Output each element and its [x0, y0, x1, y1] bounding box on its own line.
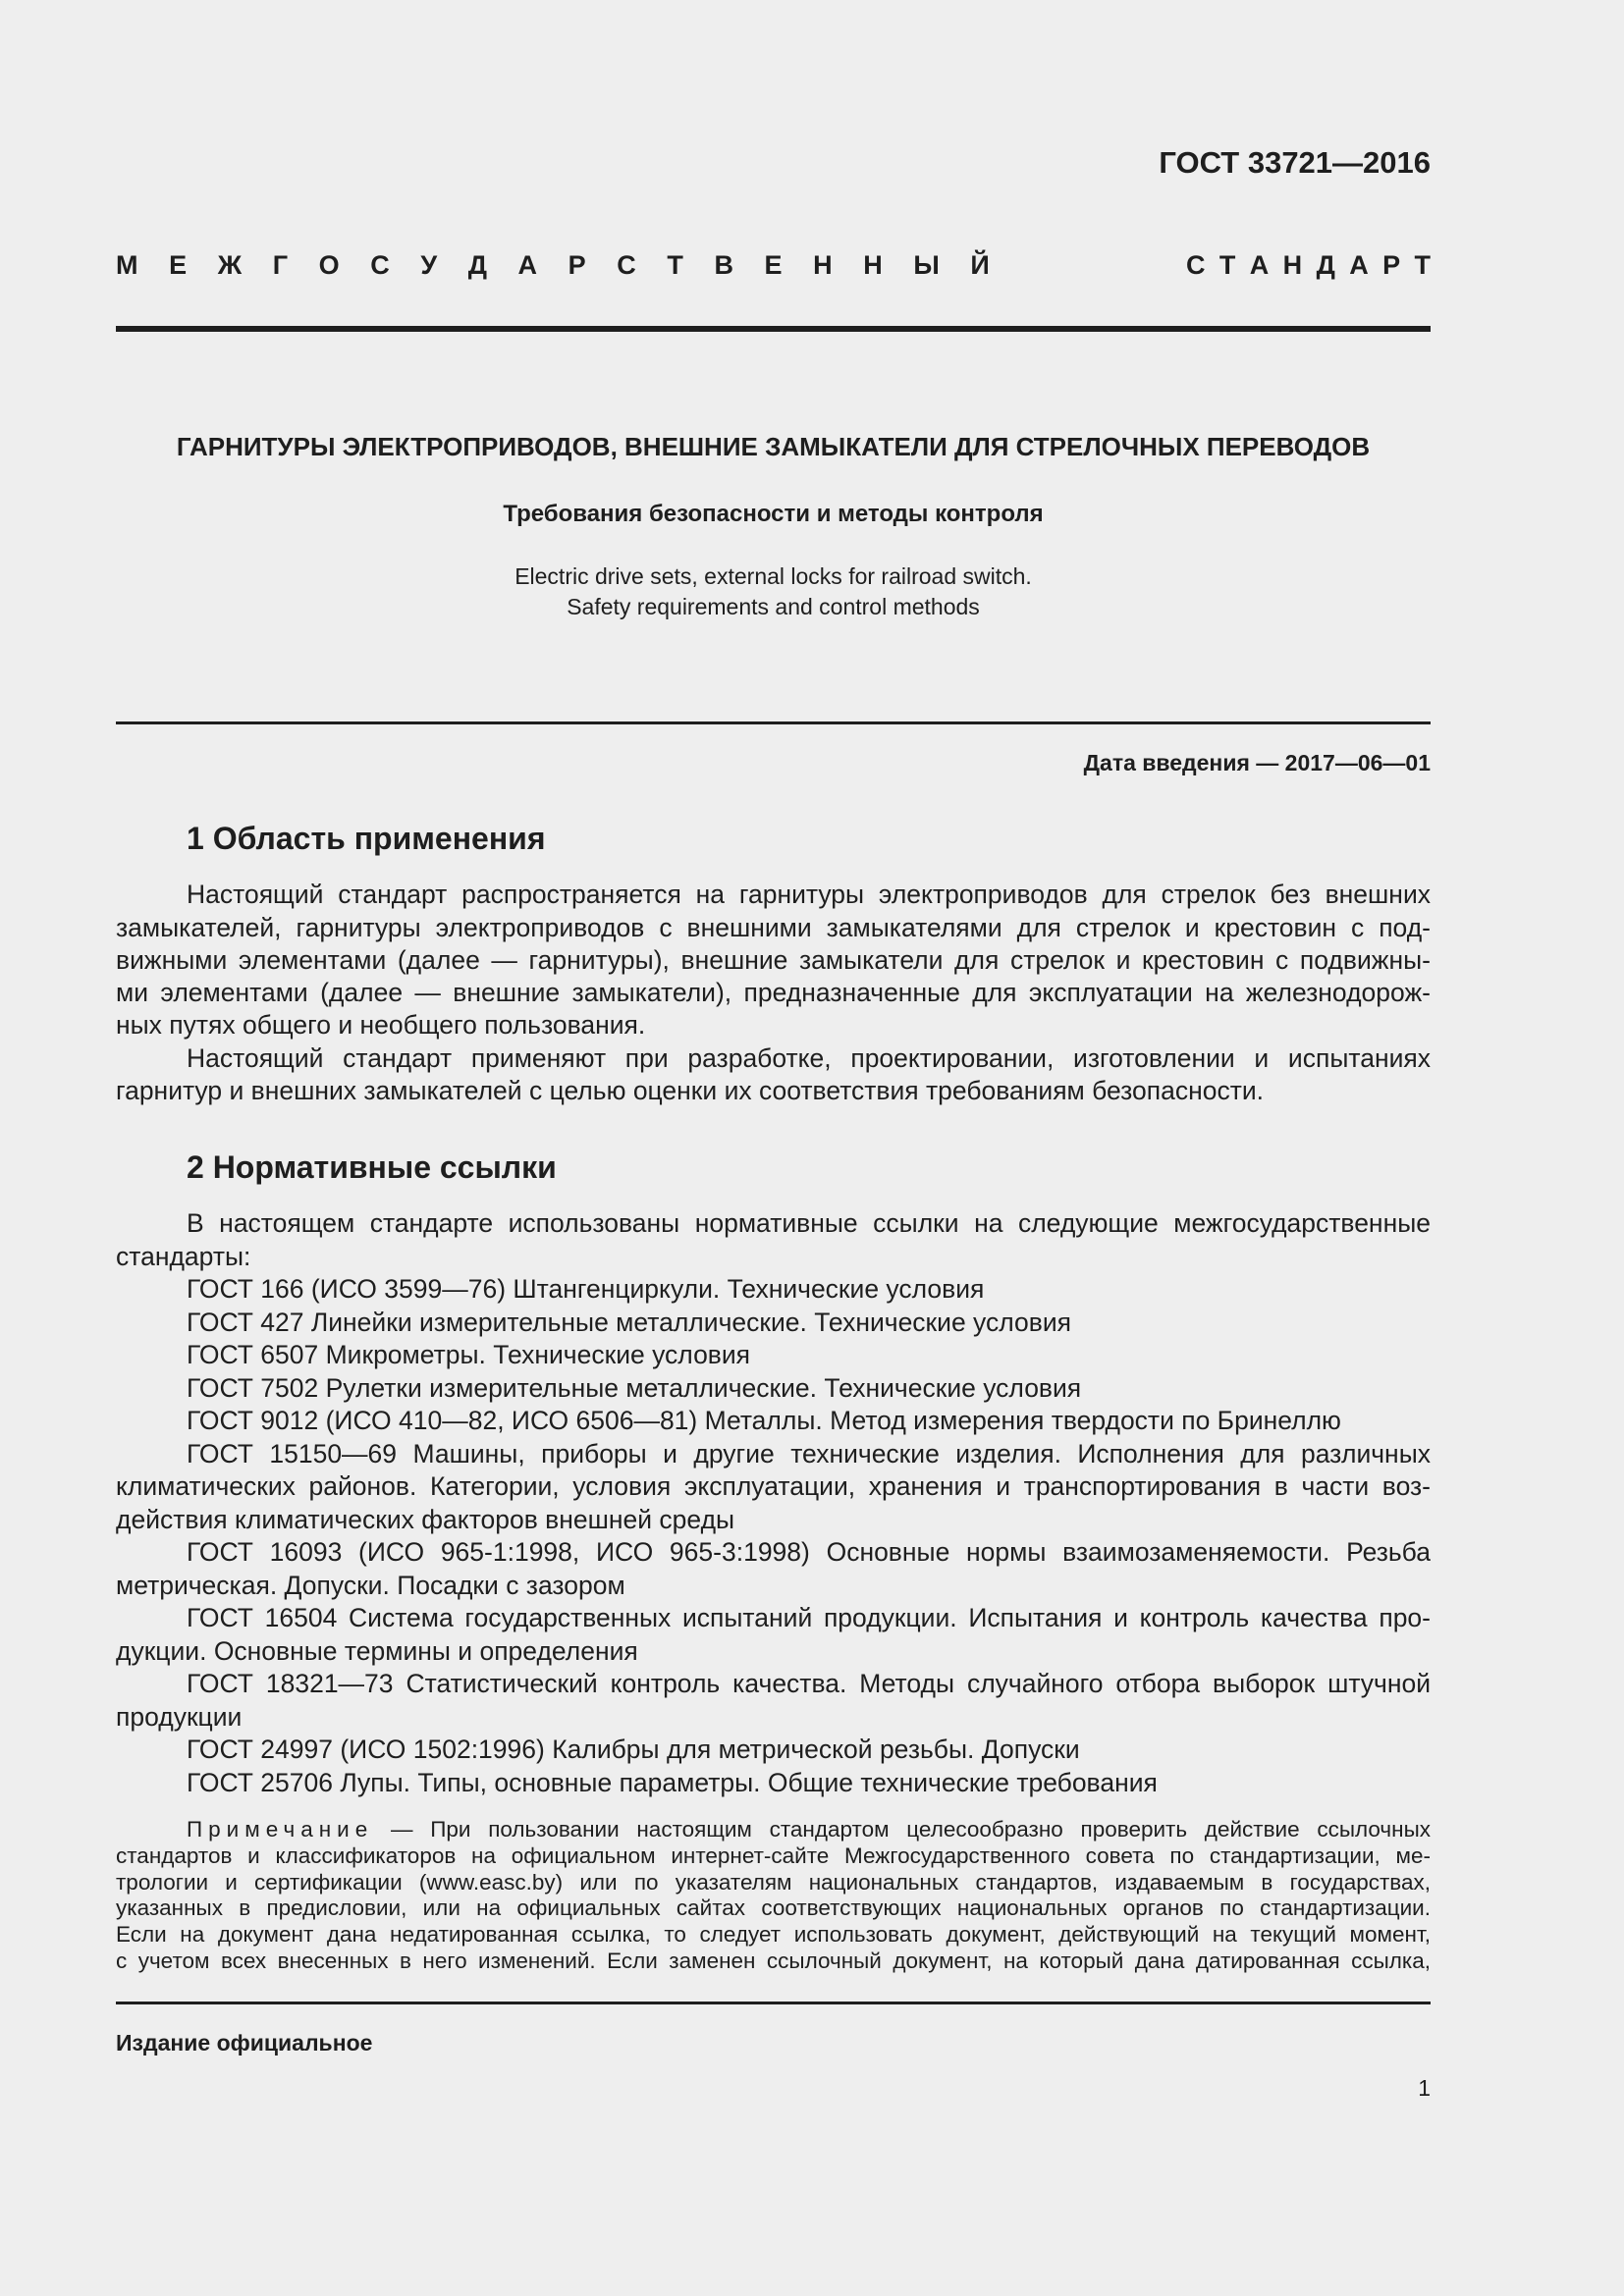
- section-1-line: вижными элементами (далее — гарнитуры), внешние замыкатели для стрелок и крестовин с подвижны-: [116, 945, 1431, 975]
- spaced-letter: Д: [1316, 250, 1335, 280]
- spaced-letter: Ж: [217, 250, 243, 280]
- reference-item-continuation: действия климатических факторов внешней среды: [116, 1505, 735, 1534]
- reference-item: ГОСТ 7502 Рулетки измерительные металлические. Технические условия: [187, 1373, 1082, 1403]
- spaced-letter: С: [617, 250, 636, 280]
- spaced-letter: Е: [764, 250, 783, 280]
- note-text: — При пользовании настоящим стандартом целесообразно проверить действие ссылочных: [373, 1817, 1431, 1842]
- section-1-line: гарнитур и внешних замыкателей с целью оценки их соответствия требованиям безопасности.: [116, 1076, 1265, 1105]
- spaced-letter: Т: [667, 250, 683, 280]
- title-rule: [116, 721, 1431, 724]
- spaced-letter: Р: [1382, 250, 1401, 280]
- note-line: с учетом всех внесенных в него изменений. Если заменен ссылочный документ, на который дана датированная ссылка,: [116, 1949, 1431, 1973]
- reference-item-continuation: продукции: [116, 1702, 243, 1732]
- spaced-letter: О: [318, 250, 340, 280]
- note-line: стандартов и классификаторов на официальном интернет-сайте Межгосударственного совета по стандартизации, ме-: [116, 1843, 1431, 1868]
- english-title-line2: Safety requirements and control methods: [567, 594, 980, 619]
- spaced-letter: Н: [813, 250, 833, 280]
- reference-item-continuation: климатических районов. Категории, условия эксплуатации, хранения и транспортирования в части воз-: [116, 1471, 1431, 1501]
- page-number: 1: [1418, 2075, 1431, 2101]
- reference-item: ГОСТ 427 Линейки измерительные металлические. Технические условия: [187, 1308, 1071, 1337]
- section-1-line: замыкателей, гарнитуры электроприводов с внешними замыкателями для стрелок и крестовин с под-: [116, 913, 1431, 942]
- spaced-letter: В: [714, 250, 733, 280]
- reference-item-continuation: дукции. Основные термины и определения: [116, 1636, 638, 1666]
- reference-item: ГОСТ 15150—69 Машины, приборы и другие технические изделия. Исполнения для различных: [187, 1439, 1431, 1468]
- spaced-letter: Д: [467, 250, 487, 280]
- section-2-heading: 2 Нормативные ссылки: [187, 1149, 557, 1185]
- spaced-letter: Й: [970, 250, 990, 280]
- spaced-letter: Н: [1282, 250, 1303, 280]
- spaced-letter: Т: [1414, 250, 1431, 280]
- note-line: Если на документ дана недатированная ссылка, то следует использовать документ, действующий на текущий момент,: [116, 1922, 1431, 1947]
- spaced-letter: У: [420, 250, 438, 280]
- spaced-letter: Н: [863, 250, 883, 280]
- spaced-letter: А: [517, 250, 538, 280]
- spaced-letter: Г: [272, 250, 289, 280]
- section-1-line: Настоящий стандарт распространяется на гарнитуры электроприводов для стрелок без внешних: [187, 880, 1431, 909]
- section-2-line: стандарты:: [116, 1242, 251, 1271]
- document-title: ГАРНИТУРЫ ЭЛЕКТРОПРИВОДОВ, ВНЕШНИЕ ЗАМЫКАТЕЛИ ДЛЯ СТРЕЛОЧНЫХ ПЕРЕВОДОВ: [176, 432, 1371, 461]
- spaced-letter: Е: [169, 250, 188, 280]
- standard-kind: [116, 250, 1431, 281]
- reference-item: ГОСТ 16093 (ИСО 965-1:1998, ИСО 965-3:1998) Основные нормы взаимозаменяемости. Резьба: [187, 1537, 1431, 1567]
- section-1-line: Настоящий стандарт применяют при разработке, проектировании, изготовлении и испытаниях: [187, 1043, 1431, 1073]
- standard-kind-word2: [1186, 250, 1431, 281]
- note-label: Примечание: [187, 1817, 374, 1842]
- document-subtitle: Требования безопасности и методы контроля: [503, 501, 1044, 527]
- edition-label: Издание официальное: [116, 2030, 373, 2056]
- section-1-heading: 1 Область применения: [187, 821, 546, 856]
- spaced-letter: А: [1349, 250, 1369, 280]
- spaced-letter: Т: [1218, 250, 1236, 280]
- reference-item: ГОСТ 166 (ИСО 3599—76) Штангенциркули. Технические условия: [187, 1274, 985, 1304]
- header-rule: [116, 326, 1431, 332]
- spaced-letter: Р: [568, 250, 586, 280]
- reference-item: ГОСТ 6507 Микрометры. Технические условия: [187, 1340, 751, 1369]
- note-line: указанных в предисловии, или на официальных сайтах соответствующих национальных органов по стандартизации.: [116, 1896, 1431, 1920]
- english-title-line1: Electric drive sets, external locks for railroad switch.: [514, 563, 1032, 589]
- footer-rule: [116, 2002, 1431, 2004]
- spaced-letter: Ы: [913, 250, 940, 280]
- document-code: ГОСТ 33721—2016: [1159, 145, 1431, 180]
- note-line: [116, 1817, 1431, 1843]
- section-1-line: ми элементами (далее — внешние замыкатели), предназначенные для эксплуатации на железнодорож-: [116, 978, 1431, 1007]
- section-2-line: В настоящем стандарте использованы нормативные ссылки на следующие межгосударственные: [187, 1208, 1431, 1238]
- standard-kind-word1: [116, 250, 990, 281]
- reference-item: ГОСТ 16504 Система государственных испытаний продукции. Испытания и контроль качества про-: [187, 1603, 1431, 1632]
- note-line: трологии и сертификации (www.easc.by) или по указателям национальных стандартов, издаваемым в государствах,: [116, 1870, 1431, 1895]
- reference-item-continuation: метрическая. Допуски. Посадки с зазором: [116, 1571, 625, 1600]
- section-1-line: ных путях общего и необщего пользования.: [116, 1010, 646, 1040]
- reference-item: ГОСТ 18321—73 Статистический контроль качества. Методы случайного отбора выборок штучной: [187, 1669, 1431, 1698]
- reference-item: ГОСТ 25706 Лупы. Типы, основные параметры. Общие технические требования: [187, 1768, 1158, 1797]
- spaced-letter: С: [1186, 250, 1206, 280]
- reference-item: ГОСТ 9012 (ИСО 410—82, ИСО 6506—81) Металлы. Метод измерения твердости по Бринеллю: [187, 1406, 1341, 1435]
- spaced-letter: С: [370, 250, 390, 280]
- reference-item: ГОСТ 24997 (ИСО 1502:1996) Калибры для метрической резьбы. Допуски: [187, 1735, 1080, 1764]
- introduction-date: Дата введения — 2017—06—01: [1083, 750, 1431, 775]
- spaced-letter: А: [1249, 250, 1270, 280]
- spaced-letter: М: [116, 250, 138, 280]
